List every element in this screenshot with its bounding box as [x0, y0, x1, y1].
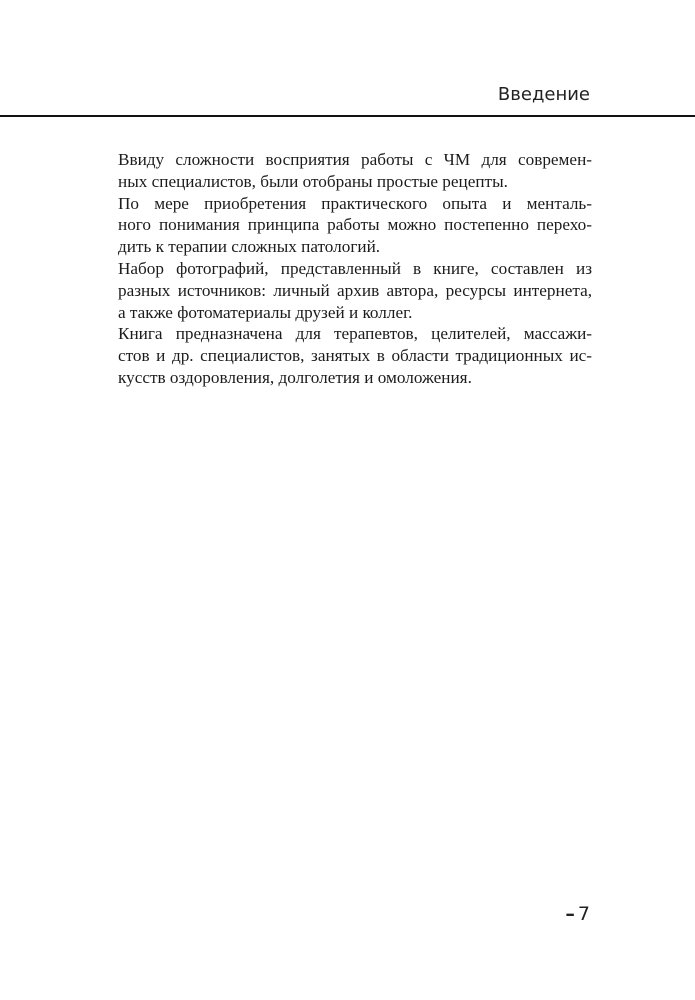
- paragraph: [84, 323, 592, 388]
- text-line: ных специалистов, были отобраны простые рецепты.: [118, 171, 508, 191]
- paragraph: [84, 149, 592, 193]
- text-line: ного понимания принципа работы можно постепенно перехо-: [118, 215, 592, 235]
- text-line: стов и др. специалистов, занятых в области традиционных ис-: [118, 346, 592, 366]
- text-line: кусств оздоровления, долголетия и омоложения.: [118, 367, 472, 387]
- body-text: [84, 149, 592, 389]
- text-line: Книга предназначена для терапевтов, целителей, массажи-: [118, 324, 592, 344]
- running-header-title: Введение: [497, 84, 590, 105]
- text-line: а также фотоматериалы друзей и коллег.: [118, 302, 413, 322]
- header-rule: [0, 115, 695, 117]
- text-line: разных источников: личный архив автора, ресурсы интернета,: [118, 280, 592, 300]
- text-line: По мере приобретения практического опыта и менталь-: [118, 193, 592, 213]
- text-line: Набор фотографий, представленный в книге, составлен из: [118, 258, 592, 278]
- page-number-dash: –: [565, 903, 575, 925]
- paragraph: [84, 193, 592, 258]
- page-number-value: 7: [577, 903, 590, 925]
- paragraph: [84, 258, 592, 323]
- page-number: [565, 903, 590, 925]
- text-line: Ввиду сложности восприятия работы с ЧМ для современ-: [118, 150, 592, 169]
- text-line: дить к терапии сложных патологий.: [118, 237, 381, 257]
